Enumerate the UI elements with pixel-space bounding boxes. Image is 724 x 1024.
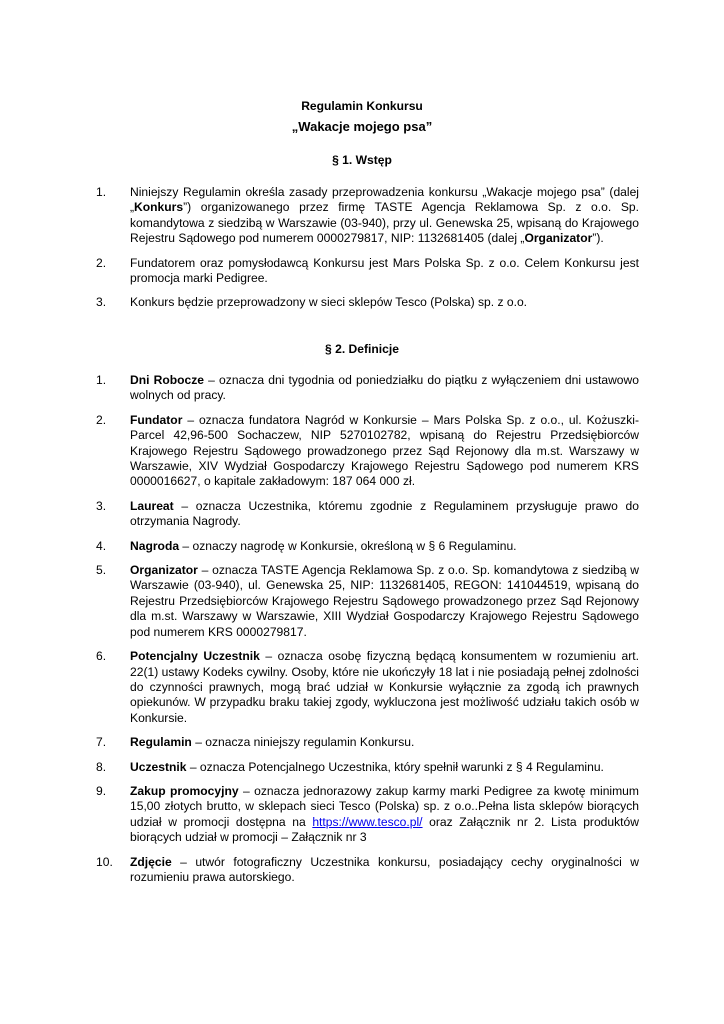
definition-text xyxy=(130,735,639,750)
text-part: ”). xyxy=(592,231,604,246)
item-text xyxy=(130,185,639,247)
section-2-heading: § 2. Definicje xyxy=(325,342,399,356)
definition-text xyxy=(130,855,639,886)
item-number: 2. xyxy=(96,412,107,427)
contest-name: „Wakacje mojego psa” xyxy=(291,119,433,134)
definition-body: – oznacza Uczestnika, któremu zgodnie z Regulaminem przysługuje prawo do otrzymania Nagrody. xyxy=(130,498,639,529)
definition-body: – oznacza TASTE Agencja Reklamowa Sp. z o.o. Sp. komandytowa z siedzibą w Warszawie (03-940), ul. Genewska 25, NIP: 1132681405, REGON: 141044519, wpisaną do Rejestru Przedsiębiorców Krajowego Rejestru Sądowego prowadzonego przez Sąd Rejonowy dla m.st. Warszawy w Warszawie, XIII Wydział Gospodarczy Krajowego Rejestru Sądowego pod numerem KRS 0000279817. xyxy=(130,563,639,639)
item-text: Konkurs będzie przeprowadzony w sieci sklepów Tesco (Polska) sp. z o.o. xyxy=(130,295,528,310)
item-number: 1. xyxy=(96,373,107,387)
definition-item xyxy=(96,413,639,490)
definition-text xyxy=(130,499,639,530)
tesco-link[interactable]: https://www.tesco.pl/ xyxy=(312,814,423,829)
item-text: Fundatorem oraz pomysłodawcą Konkursu jest Mars Polska Sp. z o.o. Celem Konkursu jest promocja marki Pedigree. xyxy=(130,255,639,286)
definition-body: – oznacza niniejszy regulamin Konkursu. xyxy=(191,735,415,750)
definition-item xyxy=(96,855,639,886)
definition-term: Fundator xyxy=(130,412,183,427)
definition-text xyxy=(130,760,639,775)
item-number: 4. xyxy=(96,538,107,553)
item-number: 3. xyxy=(96,498,107,513)
item-number: 5. xyxy=(96,563,107,578)
definition-text xyxy=(130,373,639,404)
definition-text xyxy=(130,563,639,640)
definition-term: Nagroda xyxy=(130,538,180,553)
definition-term: Uczestnik xyxy=(130,759,187,774)
definition-body: – oznacza jednorazowy zakup karmy marki Pedigree za kwotę minimum 15,00 złotych brutto, w sklepach sieci Tesco (Polska) sp. z o.o..Pełna lista sklepów biorących udział w promocji dostępna na xyxy=(130,783,639,829)
list-item xyxy=(96,256,639,287)
definition-term: Zdjęcie xyxy=(130,854,172,869)
definition-body: – oznaczy nagrodę w Konkursie, określoną w § 6 Regulaminu. xyxy=(179,538,517,553)
definition-item xyxy=(96,735,639,750)
definition-term: Laureat xyxy=(130,498,174,513)
definition-body: – oznacza fundatora Nagród w Konkursie – Mars Polska Sp. z o.o., ul. Kożuszki-Parcel 42,96-500 Sochaczew, NIP 5270102782, wpisaną do Rejestru Przedsiębiorców Krajowego Rejestru Sądowego prowadzonego przez Sąd Rejonowy dla m.st. Warszawy w Warszawie, XIV Wydział Gospodarczy Krajowego Rejestru Sądowego pod numerem KRS 0000016627, o kapitale zakładowym: 187 064 000 zł. xyxy=(130,412,639,489)
bold-term: Konkurs xyxy=(134,200,184,215)
definition-item xyxy=(96,563,639,640)
definition-term: Potencjalny Uczestnik xyxy=(130,649,260,664)
section-2-list xyxy=(96,373,639,894)
definition-item xyxy=(96,539,639,554)
item-number: 2. xyxy=(96,255,107,270)
bold-term: Organizator xyxy=(524,231,593,246)
definition-text xyxy=(130,784,639,846)
item-number: 10. xyxy=(96,854,113,869)
definition-body: – utwór fotograficzny Uczestnika konkursu, posiadający cechy oryginalności w rozumieniu prawa autorskiego. xyxy=(130,854,639,884)
definition-item xyxy=(96,499,639,530)
document-title: Regulamin Konkursu xyxy=(301,99,423,113)
item-number: 7. xyxy=(96,735,107,750)
definition-body-after: oraz Załącznik nr 2. Lista produktów biorących udział w promocji – Załącznik nr 3 xyxy=(130,814,639,845)
definition-body: – oznacza dni tygodnia od poniedziałku do piątku z wyłączeniem dni ustawowo wolnych od pracy. xyxy=(130,373,639,403)
definition-body: – oznacza Potencjalnego Uczestnika, który spełnił warunki z § 4 Regulaminu. xyxy=(186,759,604,774)
definition-term: Regulamin xyxy=(130,735,192,750)
definition-item xyxy=(96,784,639,846)
item-number: 9. xyxy=(96,783,107,798)
text-part: Niniejszy Regulamin określa zasady przeprowadzenia konkursu „Wakacje mojego psa” (dalej „ xyxy=(130,185,639,215)
section-1-list xyxy=(96,185,639,320)
definition-item xyxy=(96,649,639,726)
list-item xyxy=(96,295,639,310)
definition-item xyxy=(96,373,639,404)
definition-item xyxy=(96,760,639,775)
section-1-heading: § 1. Wstęp xyxy=(332,153,392,167)
definition-term: Zakup promocyjny xyxy=(130,783,239,798)
text-part: ”) organizowanego przez firmę TASTE Agencja Reklamowa Sp. z o.o. Sp. komandytowa z siedzibą w Warszawie (03-940), przy ul. Genewska 25, wpisaną do Krajowego Rejestru Sądowego pod numerem 0000279817, NIP: 1132681405 (dalej „ xyxy=(130,200,639,246)
definition-text xyxy=(130,539,639,554)
definition-body: – oznacza osobę fizyczną będącą konsumentem w rozumieniu art. 22(1) ustawy Kodeks cywilny. Osoby, które nie ukończyły 18 lat i nie posiadają pełnej zdolności do czynności prawnych, mogą brać udział w Konkursie wyłącznie za zgodą ich prawnych opiekunów. W przypadku braku takiej zgody, wykluczona jest możliwość udziału takich osób w Konkursie. xyxy=(130,649,639,725)
definition-text xyxy=(130,413,639,490)
list-item xyxy=(96,185,639,247)
definition-text xyxy=(130,649,639,726)
definition-term: Organizator xyxy=(130,563,198,578)
definition-term: Dni Robocze xyxy=(130,373,205,387)
item-number: 3. xyxy=(96,295,107,310)
item-number: 6. xyxy=(96,649,107,664)
item-number: 1. xyxy=(96,185,107,199)
item-number: 8. xyxy=(96,759,107,774)
